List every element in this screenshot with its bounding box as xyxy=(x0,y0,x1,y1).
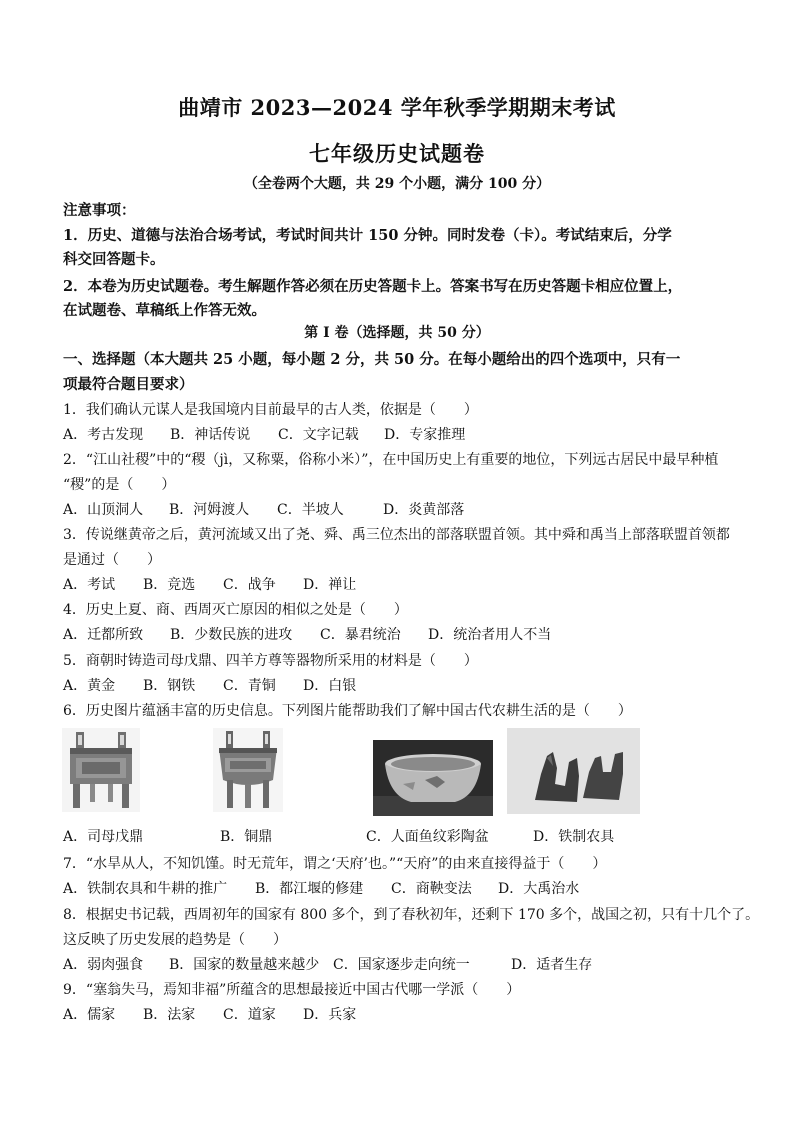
option-d: D．大禹治水 xyxy=(498,881,580,897)
option-a: A．迁都所致 xyxy=(63,627,144,643)
note-2-line-1: 2．本卷为历史试题卷。考生解题作答必须在历史答题卡上。答案书写在历史答题卡相应位置上， xyxy=(63,278,683,295)
question-8-stem-line-2: 这反映了历史发展的趋势是（ ） xyxy=(63,932,287,948)
option-a: A．考试 xyxy=(63,577,116,593)
pottery-basin-image xyxy=(373,740,493,816)
question-8-options xyxy=(63,954,592,974)
bronze-ding-image xyxy=(213,728,283,812)
option-d: D．炎黄部落 xyxy=(383,502,465,518)
note-1-line-1: 1．历史、道德与法治合场考试，考试时间共计 150 分钟。同时发卷（卡）。考试结束后，分学 xyxy=(63,227,672,244)
image-caption-a: A．司母戊鼎 xyxy=(63,829,144,845)
note-1-line-2: 科交回答题卡。 xyxy=(63,251,165,268)
option-b: B．都江堰的修建 xyxy=(255,881,364,897)
question-3-stem-line-2: 是通过（ ） xyxy=(63,552,161,568)
option-c: C．文字记载 xyxy=(278,427,359,443)
section-intro-line-2: 项最符合题目要求） xyxy=(63,376,194,393)
option-b: B．竞选 xyxy=(143,577,196,593)
image-caption-b: B．铜鼎 xyxy=(220,829,273,845)
question-7-options xyxy=(63,878,579,898)
exam-subtitle: 七年级历史试题卷 xyxy=(309,141,485,166)
question-6-stem: 6．历史图片蕴涵丰富的历史信息。下列图片能帮助我们了解中国古代农耕生活的是（ ） xyxy=(63,703,632,719)
image-caption-c: C．人面鱼纹彩陶盆 xyxy=(366,829,489,845)
option-c: C．商鞅变法 xyxy=(391,881,472,897)
exam-title: 曲靖市 2023—2024 学年秋季学期期末考试 xyxy=(178,95,616,120)
iron-farm-tools-image xyxy=(507,728,640,814)
image-caption-d: D．铁制农具 xyxy=(533,829,615,845)
question-8-stem-line-1: 8．根据史书记载，西周初年的国家有 800 多个，到了春秋初年，还剩下 170 多个，战国之初，只有十几个了。 xyxy=(63,907,760,923)
notes-heading: 注意事项： xyxy=(63,202,136,219)
note-2-line-2: 在试题卷、草稿纸上作答无效。 xyxy=(63,302,266,319)
option-b: B．河姆渡人 xyxy=(169,502,250,518)
question-1-options xyxy=(63,424,465,444)
question-4-stem: 4．历史上夏、商、西周灭亡原因的相似之处是（ ） xyxy=(63,602,408,618)
option-a: A．黄金 xyxy=(63,678,116,694)
option-a: A．山顶洞人 xyxy=(63,502,144,518)
option-b: B．少数民族的进攻 xyxy=(170,627,293,643)
option-d: D．适者生存 xyxy=(511,957,593,973)
question-7-stem: 7．“水旱从人，不知饥馑。时无荒年，谓之‘天府’也。”“天府”的由来直接得益于（ ） xyxy=(63,856,607,872)
option-c: C．暴君统治 xyxy=(320,627,401,643)
option-a: A．儒家 xyxy=(63,1007,116,1023)
part-1-heading: 第 I 卷（选择题，共 50 分） xyxy=(304,325,490,341)
question-2-stem-line-2: “稷”的是（ ） xyxy=(63,477,176,493)
option-b: B．神话传说 xyxy=(170,427,251,443)
question-3-options xyxy=(63,574,356,594)
section-intro-line-1: 一、选择题（本大题共 25 小题，每小题 2 分，共 50 分。在每小题给出的四个选项中，只有一 xyxy=(63,351,681,368)
question-5-options xyxy=(63,675,356,695)
question-2-options xyxy=(63,499,464,519)
option-c: C．战争 xyxy=(223,577,276,593)
question-9-stem: 9．“塞翁失马，焉知非福”所蕴含的思想最接近中国古代哪一学派（ ） xyxy=(63,982,521,998)
simuwu-ding-image xyxy=(62,728,140,812)
option-c: C．国家逐步走向统一 xyxy=(333,957,470,973)
question-9-options xyxy=(63,1004,356,1024)
option-a: A．铁制农具和牛耕的推广 xyxy=(63,881,228,897)
option-d: D．专家推理 xyxy=(384,427,466,443)
option-b: B．法家 xyxy=(143,1007,196,1023)
option-a: A．考古发现 xyxy=(63,427,144,443)
option-b: B．钢铁 xyxy=(143,678,196,694)
option-d: D．禅让 xyxy=(303,577,357,593)
question-3-stem-line-1: 3．传说继黄帝之后，黄河流域又出了尧、舜、禹三位杰出的部落联盟首领。其中舜和禹当上部落联盟首领都 xyxy=(63,527,730,543)
exam-summary: （全卷两个大题，共 29 个小题，满分 100 分） xyxy=(243,176,551,192)
option-d: D．白银 xyxy=(303,678,357,694)
option-a: A．弱肉强食 xyxy=(63,957,144,973)
option-c: C．青铜 xyxy=(223,678,276,694)
option-c: C．半坡人 xyxy=(277,502,344,518)
question-2-stem-line-1: 2．“江山社稷”中的“稷（jì，又称粟，俗称小米）”，在中国历史上有重要的地位，下列远古居民中最早种植 xyxy=(63,452,719,468)
option-d: D．统治者用人不当 xyxy=(428,627,552,643)
option-d: D．兵家 xyxy=(303,1007,357,1023)
option-b: B．国家的数量越来越少 xyxy=(169,957,320,973)
question-5-stem: 5．商朝时铸造司母戊鼎、四羊方尊等器物所采用的材料是（ ） xyxy=(63,653,478,669)
question-1-stem: 1．我们确认元谋人是我国境内目前最早的古人类，依据是（ ） xyxy=(63,402,478,418)
question-4-options xyxy=(63,624,551,644)
option-c: C．道家 xyxy=(223,1007,276,1023)
